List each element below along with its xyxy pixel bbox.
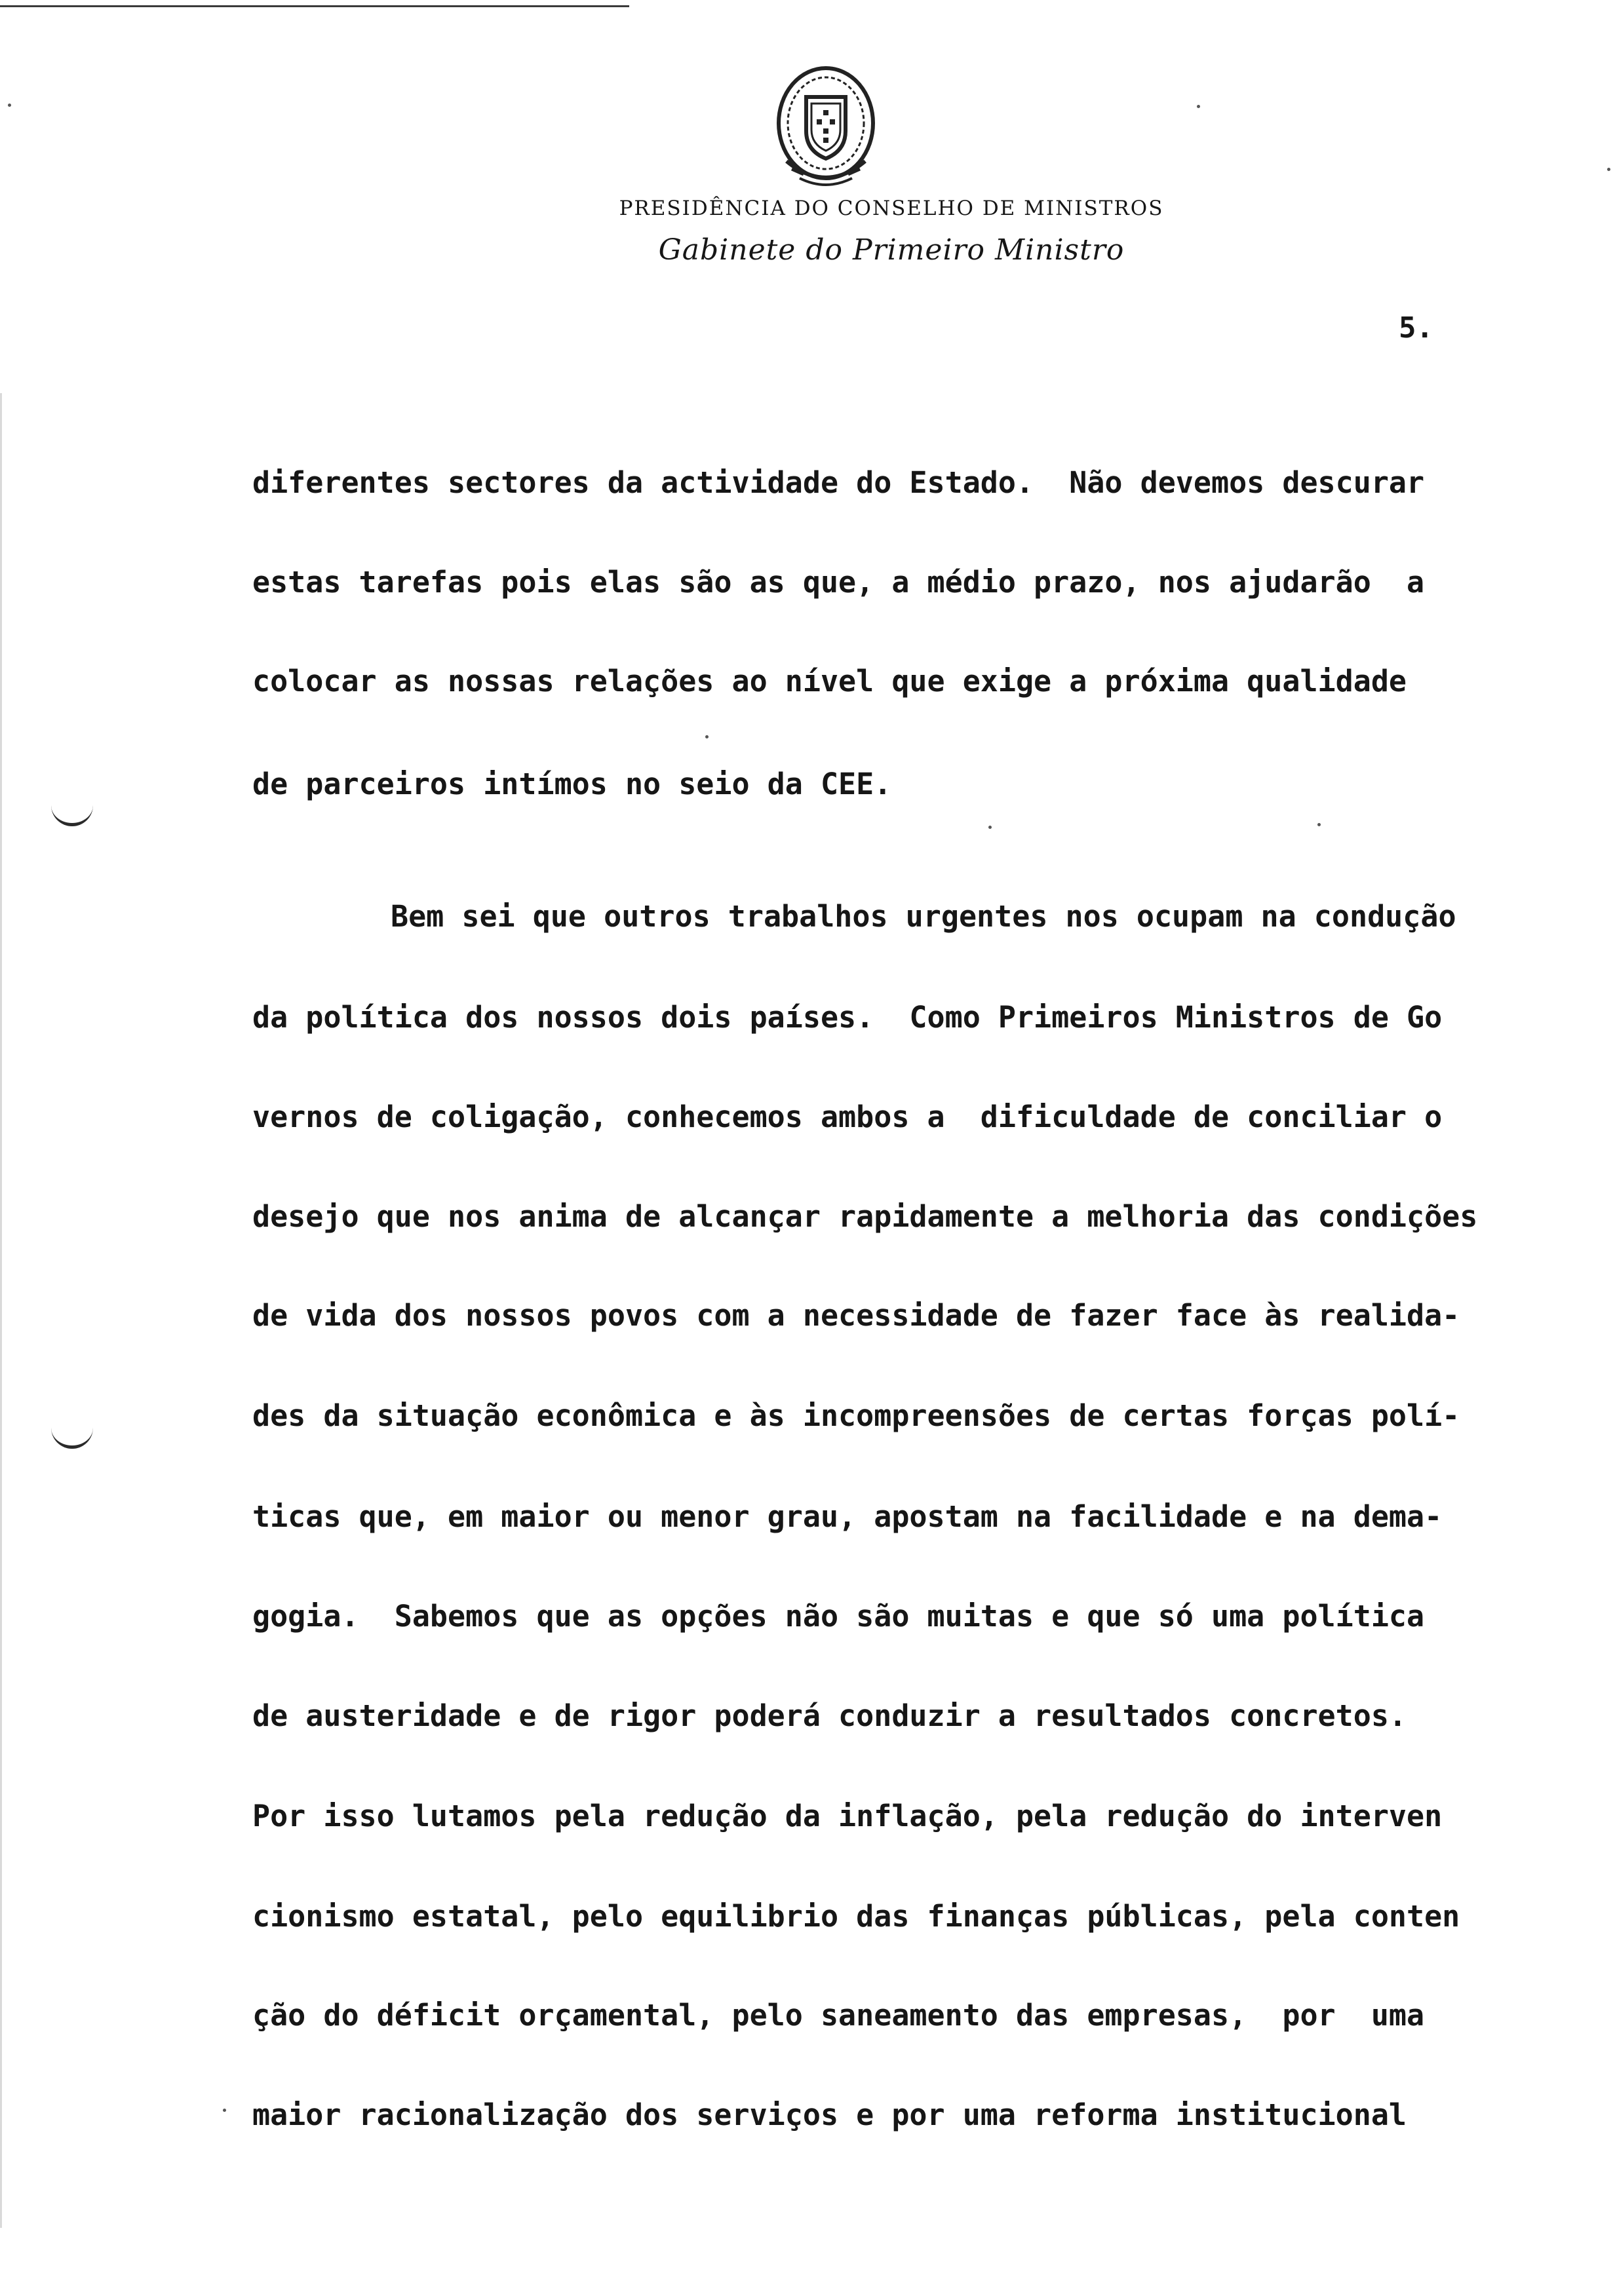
scan-speck [988,826,992,829]
body-text-line: vernos de coligação, conhecemos ambos a dificuldade de conciliar o [252,1100,1443,1134]
coat-of-arms-emblem [768,63,884,194]
scan-speck [705,735,709,738]
scan-border-top [0,5,629,7]
scan-speck [1317,823,1321,826]
scan-speck [8,104,11,107]
letterhead-organization: PRESIDÊNCIA DO CONSELHO DE MINISTROS [619,197,1164,220]
body-text-line: desejo que nos anima de alcançar rapidamente a melhoria das condições [252,1199,1478,1234]
scan-left-edge [0,393,2,2228]
binder-hole-mark [51,1426,93,1449]
letterhead-office: Gabinete do Primeiro Ministro [658,233,1125,267]
body-text-line: Por isso lutamos pela redução da inflação, pela redução do interven [252,1799,1443,1833]
body-text-line: cionismo estatal, pelo equilibrio das finanças públicas, pela conten [252,1899,1460,1934]
body-text-line: ticas que, em maior ou menor grau, apostam na facilidade e na dema- [252,1499,1443,1534]
body-text-line: de parceiros intímos no seio da CEE. [252,767,892,801]
body-text-line: des da situação econômica e às incompreensões de certas forças polí- [252,1398,1460,1433]
body-text-line: colocar as nossas relações ao nível que exige a próxima qualidade [252,664,1407,698]
scan-speck [1607,168,1610,171]
body-text-line: Bem sei que outros trabalhos urgentes nos ocupam na condução [391,899,1456,934]
body-text-line: ção do déficit orçamental, pelo saneamento das empresas, por uma [252,1998,1425,2033]
body-text-line: de austeridade e de rigor poderá conduzir a resultados concretos. [252,1698,1407,1733]
body-text-line: de vida dos nossos povos com a necessidade de fazer face às realida- [252,1298,1460,1333]
body-text-line: maior racionalização dos serviços e por uma reforma institucional [252,2097,1407,2132]
scan-speck [1197,105,1200,108]
body-text-line: estas tarefas pois elas são as que, a médio prazo, nos ajudarão a [252,565,1425,600]
body-text-line: gogia. Sabemos que as opções não são muitas e que só uma política [252,1599,1425,1634]
binder-hole-mark [51,803,93,826]
body-text-line: da política dos nossos dois países. Como Primeiros Ministros de Go [252,1000,1443,1035]
scan-speck [223,2109,226,2112]
page-number: 5. [1399,311,1433,345]
body-text-line: diferentes sectores da actividade do Estado. Não devemos descurar [252,465,1425,500]
